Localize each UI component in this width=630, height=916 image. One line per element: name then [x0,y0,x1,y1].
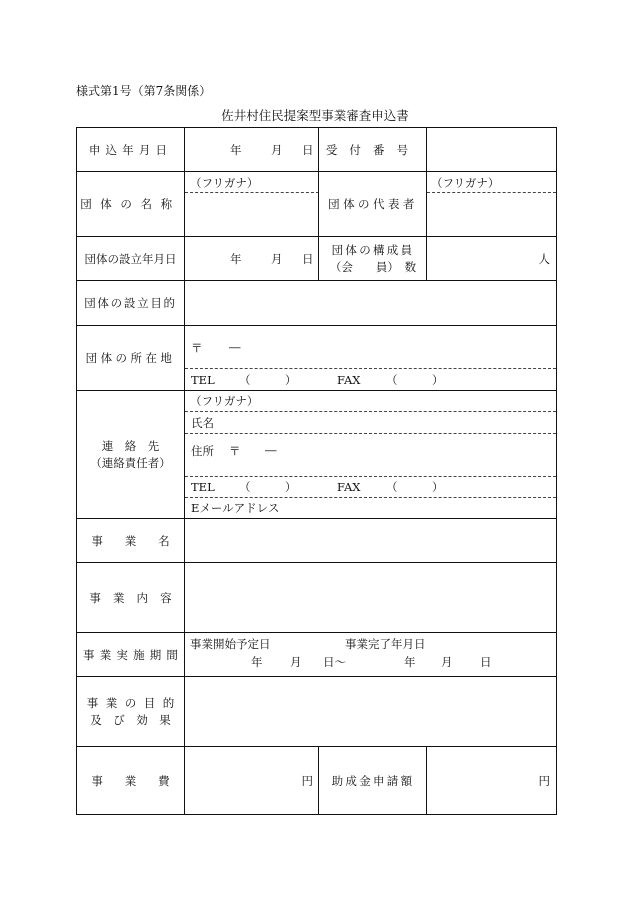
contact-email-line [185,498,556,518]
project-period-field[interactable] [184,633,556,676]
contact-label [77,391,184,518]
fax-label: FAX [337,480,361,494]
project-content-label: 事業内容 [89,590,184,605]
contact-address-label: 住所 [191,444,214,458]
row-project-content [76,562,557,632]
members-label [318,237,427,280]
end-year: 年 [404,655,416,669]
end-date-label: 事業完了年月日 [345,637,426,651]
project-name-label: 事業名 [91,533,192,548]
form-number: 様式第1号（第7条関係） [76,84,212,98]
application-date-year: 年 [230,143,242,157]
start-day-tilde: 日～ [323,655,346,669]
org-name-label: 団体の名称 [80,197,181,211]
application-date-field[interactable] [184,128,319,171]
address-postal-line [185,326,556,368]
project-name-field[interactable] [184,519,556,562]
contact-phone-line [185,477,556,497]
tel-parens: （ ） [239,480,297,494]
grant-amount-field[interactable] [426,747,556,814]
address-label: 団体の所在地 [85,351,176,365]
start-year: 年 [251,655,263,669]
end-month: 月 [441,655,453,669]
address-field[interactable] [184,326,556,390]
application-date-label: 申込年月日 [88,142,173,157]
members-field[interactable] [426,237,556,280]
postal-dash: ― [265,443,277,457]
fax-parens: （ ） [386,372,444,387]
representative-label: 団体の代表者 [318,172,427,236]
contact-furigana-line [185,391,556,411]
project-cost-field[interactable] [184,747,319,814]
org-name-furigana: （フリガナ） [190,176,259,190]
row-project-period [76,632,557,676]
grant-amount-label: 助成金申請額 [318,747,427,814]
row-objectives [76,676,557,746]
members-label-line1: 団体の構成員 [331,242,415,257]
row-purpose [76,280,557,325]
objectives-label-line1: 事業の目的 [86,695,182,710]
contact-name-label: 氏名 [191,415,214,430]
form-title: 佐井村住民提案型事業審査申込書 [221,108,409,123]
row-costs [76,746,557,815]
row-project-name [76,518,557,562]
end-day: 日 [480,655,492,669]
contact-name-line [185,412,556,433]
row-established-date [76,236,557,280]
receipt-number-field[interactable] [426,128,556,171]
contact-label-line1: 連 絡 先 [101,438,160,453]
purpose-label: 団体の設立目的 [84,296,177,310]
row-application-date [76,127,557,171]
established-date-year: 年 [230,252,242,266]
contact-furigana: （フリガナ） [190,394,259,408]
application-date-day: 日 [302,143,314,157]
address-phone-line [185,369,556,390]
application-form-table [76,127,557,815]
established-date-field[interactable] [184,237,319,280]
objectives-field[interactable] [184,677,556,746]
contact-field[interactable] [184,391,556,518]
application-date-month: 月 [271,143,283,157]
org-name-field[interactable] [184,172,319,236]
fax-parens: （ ） [386,480,444,494]
fax-label: FAX [337,372,361,387]
postal-dash: ― [229,340,241,354]
representative-furigana: （フリガナ） [431,176,500,190]
members-label-line2: （会 員） 数 [329,259,417,274]
dashed-divider [427,192,556,193]
row-address [76,325,557,390]
start-month: 月 [290,655,302,669]
contact-label-line2: （連絡責任者） [90,455,171,470]
purpose-field[interactable] [184,281,556,325]
tel-parens: （ ） [239,372,297,387]
start-date-label: 事業開始予定日 [190,637,271,651]
tel-label: TEL [191,372,215,387]
tel-label: TEL [191,480,215,494]
objectives-label-line2: 及び効果 [90,712,183,727]
project-cost-unit: 円 [301,774,313,788]
project-cost-label: 事業費 [91,773,192,788]
postal-mark: 〒 [229,444,241,458]
receipt-number-label: 受付番号 [318,128,427,171]
members-unit: 人 [538,252,550,266]
representative-field[interactable] [426,172,556,236]
project-content-field[interactable] [184,563,556,632]
postal-mark: 〒 [191,341,203,355]
objectives-label [77,677,184,746]
established-date-day: 日 [302,252,314,266]
established-date-month: 月 [271,252,283,266]
row-org-name [76,171,557,236]
row-contact [76,390,557,518]
email-label: Eメールアドレス [191,501,280,515]
established-date-label: 団体の設立年月日 [84,251,177,266]
project-period-label: 事業実施期間 [83,647,184,662]
grant-amount-unit: 円 [538,774,550,788]
contact-address-line [185,434,556,476]
dashed-divider [185,192,319,193]
